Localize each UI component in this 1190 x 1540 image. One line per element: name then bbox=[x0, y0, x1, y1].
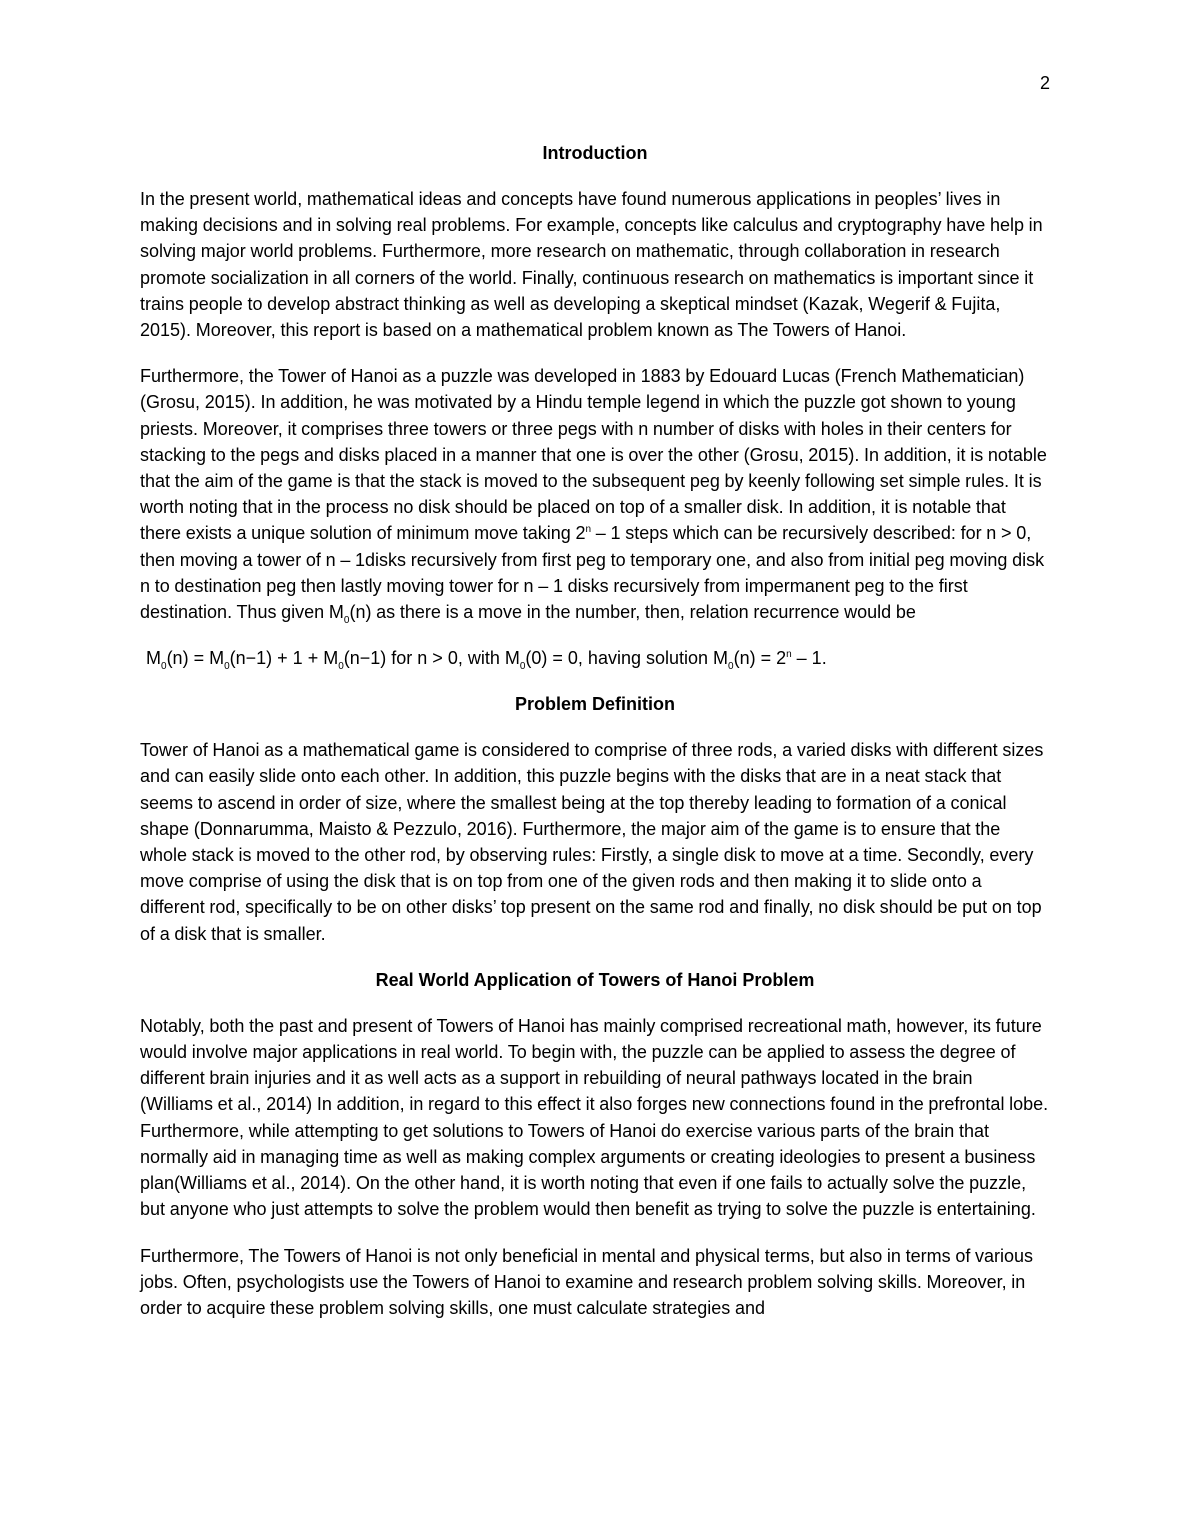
formula-subscript: 0 bbox=[519, 660, 526, 672]
history-paragraph bbox=[140, 363, 1050, 625]
formula-subscript: 0 bbox=[338, 660, 344, 672]
formula-part: (n) = M bbox=[166, 648, 225, 669]
history-text-c: (n) as there is a move in the number, then, relation recurrence would be bbox=[349, 602, 916, 623]
formula-part: M bbox=[146, 648, 161, 669]
formula-subscript: 0 bbox=[728, 660, 734, 672]
formula-superscript: n bbox=[786, 649, 792, 661]
page-number: 2 bbox=[1039, 73, 1050, 93]
introduction-paragraph: In the present world, mathematical ideas and concepts have found numerous applications in peoples’ lives in making decisions and in solving real problems. For example, concepts like calculus and cryptography have help in solving major world problems. Furthermore, more research on mathematic, through collaboration in research promote socialization in all corners of the world. Finally, continuous research on mathematics is important since it trains people to develop abstract thinking as well as developing a skeptical mindset (Kazak, Wegerif & Fujita, 2015). Moreover, this report is based on a mathematical problem known as The Towers of Hanoi. bbox=[140, 189, 1043, 341]
formula-subscript: 0 bbox=[161, 660, 167, 672]
history-text-a: Furthermore, the Tower of Hanoi as a puzzle was developed in 1883 by Edouard Lucas (French Mathematician) (Grosu, 2015). In addition, he was motivated by a Hindu temple legend in which the puzzle got shown to young priests. Moreover, it comprises three towers or three pegs with n number of disks with holes in their centers for stacking to the pegs and disks placed in a manner that one is over the other (Grosu, 2015). In addition, it is notable that the aim of the game is that the stack is moved to the subsequent peg by keenly following set simple rules. It is worth noting that in the process no disk should be placed on top of a smaller disk. In addition, it is notable that there exists a unique solution of minimum move taking 2 bbox=[140, 366, 1047, 544]
real-world-paragraph-1: Notably, both the past and present of Towers of Hanoi has mainly comprised recreational math, however, its future would involve major applications in real world. To begin with, the puzzle can be applied to assess the degree of different brain injuries and it as well acts as a support in rebuilding of neural pathways located in the brain (Williams et al., 2014) In addition, in regard to this effect it also forges new connections found in the prefrontal lobe. Furthermore, while attempting to get solutions to Towers of Hanoi do exercise various parts of the brain that normally aid in managing time as well as making complex arguments or creating ideologies to present a business plan(Williams et al., 2014). On the other hand, it is worth noting that even if one fails to actually solve the puzzle, but anyone who just attempts to solve the problem would then benefit as trying to solve the puzzle is entertaining. bbox=[140, 1015, 1049, 1220]
heading-real-world-application: Real World Application of Towers of Hanoi Problem bbox=[375, 969, 815, 990]
heading-problem-definition: Problem Definition bbox=[514, 694, 675, 715]
formula-part: – 1. bbox=[791, 648, 827, 669]
recurrence-formula bbox=[146, 645, 1050, 671]
formula-subscript: 0 bbox=[224, 660, 230, 672]
formula-part: (n−1) for n > 0, with M bbox=[343, 648, 520, 669]
history-text-b: – 1 steps which can be recursively described: for n > 0, then moving a tower of n – 1disks recursively from first peg to temporary one, and also from initial peg moving disk n to destination peg then lastly moving tower for n – 1 disks recursively from impermanent peg to the first destination. Thus given M bbox=[140, 523, 1045, 623]
formula-part: (n) = 2 bbox=[733, 648, 787, 669]
real-world-paragraph-2: Furthermore, The Towers of Hanoi is not only beneficial in mental and physical terms, but also in terms of various jobs. Often, psychologists use the Towers of Hanoi to examine and research problem solving skills. Moreover, in order to acquire these problem solving skills, one must calculate strategies and bbox=[140, 1245, 1034, 1318]
heading-introduction: Introduction bbox=[542, 143, 648, 163]
subscript-0: 0 bbox=[343, 614, 350, 626]
problem-definition-paragraph: Tower of Hanoi as a mathematical game is considered to comprise of three rods, a varied disks with different sizes and can easily slide onto each other. In addition, this puzzle begins with the disks that are in a neat stack that seems to ascend in order of size, where the smallest being at the top thereby leading to formation of a conical shape (Donnarumma, Maisto & Pezzulo, 2016). Furthermore, the major aim of the game is to ensure that the whole stack is moved to the other rod, by observing rules: Firstly, a single disk to move at a time. Secondly, every move comprise of using the disk that is on top from one of the given rods and then making it to slide onto a different rod, specifically to be on other disks’ top present on the same rod and finally, no disk should be put on top of a disk that is smaller. bbox=[140, 740, 1044, 944]
exponent-n: n bbox=[585, 524, 592, 536]
formula-part: (0) = 0, having solution M bbox=[525, 648, 729, 669]
document-body bbox=[140, 140, 1050, 1341]
formula-part: (n−1) + 1 + M bbox=[229, 648, 339, 669]
